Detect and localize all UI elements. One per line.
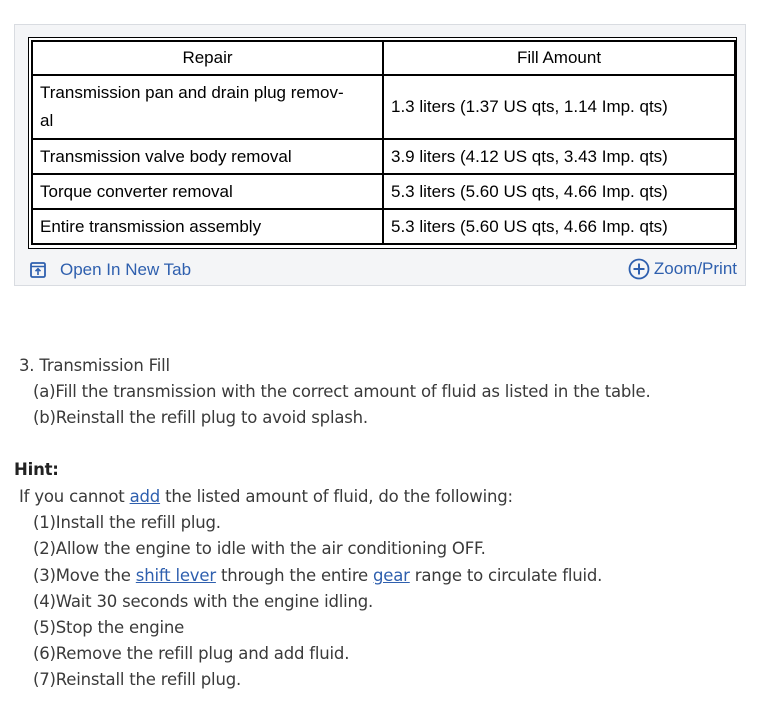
hint-step-7: (7)Reinstall the refill plug. [33, 670, 242, 689]
header-repair: Repair [32, 41, 383, 75]
hint-step-2: (2)Allow the engine to idle with the air conditioning OFF. [33, 539, 486, 558]
hint-step-1: (1)Install the refill plug. [33, 513, 221, 532]
table-header-row [32, 41, 735, 75]
step-heading: 3. Transmission Fill [19, 356, 170, 375]
hint-step-3 [33, 565, 602, 587]
plus-circle-icon [628, 258, 650, 280]
cell-fill: 1.3 liters (1.37 US qts, 1.14 Imp. qts) [383, 75, 735, 139]
fill-amount-table [31, 40, 736, 245]
cell-repair [32, 75, 383, 139]
hint-intro-after: the listed amount of fluid, do the following: [160, 487, 513, 506]
open-in-new-tab-label: Open In New Tab [60, 260, 192, 279]
cell-fill: 5.3 liters (5.60 US qts, 4.66 Imp. qts) [383, 174, 735, 209]
table-row [32, 174, 735, 209]
open-in-new-tab-icon [30, 262, 46, 278]
gear-link[interactable]: gear [373, 566, 410, 585]
hint-step-5: (5)Stop the engine [33, 618, 185, 637]
hint-step-4: (4)Wait 30 seconds with the engine idling. [33, 592, 374, 611]
open-in-new-tab-link[interactable] [30, 260, 191, 280]
hint-intro-before: If you cannot [19, 487, 130, 506]
header-fill-amount: Fill Amount [383, 41, 735, 75]
table-panel-footer [15, 253, 745, 285]
fill-amount-table-panel [14, 24, 746, 286]
hint-step-3-after: range to circulate fluid. [409, 566, 603, 585]
table-row [32, 75, 735, 139]
cell-fill: 3.9 liters (4.12 US qts, 3.43 Imp. qts) [383, 139, 735, 174]
table-frame [28, 37, 737, 249]
table-row [32, 139, 735, 174]
zoom-print-button[interactable] [628, 258, 737, 280]
hint-title: Hint: [14, 460, 59, 479]
zoom-print-label: Zoom/Print [653, 259, 737, 278]
add-link[interactable]: add [129, 487, 161, 506]
cell-repair-line1: Transmission pan and drain plug remov- [40, 83, 344, 102]
hint-step-6: (6)Remove the refill plug and add fluid. [33, 644, 350, 663]
shift-lever-link[interactable]: shift lever [135, 566, 216, 585]
cell-repair: Entire transmission assembly [32, 209, 383, 244]
hint-step-3-mid: through the entire [215, 566, 374, 585]
cell-repair: Transmission valve body removal [32, 139, 383, 174]
hint-intro [19, 486, 513, 508]
table-row [32, 209, 735, 244]
cell-fill: 5.3 liters (5.60 US qts, 4.66 Imp. qts) [383, 209, 735, 244]
step-b: (b)Reinstall the refill plug to avoid splash. [33, 408, 368, 427]
step-a: (a)Fill the transmission with the correct amount of fluid as listed in the table. [33, 382, 651, 401]
cell-repair-line2: al [40, 111, 54, 130]
cell-repair: Torque converter removal [32, 174, 383, 209]
hint-step-3-before: (3)Move the [33, 566, 136, 585]
